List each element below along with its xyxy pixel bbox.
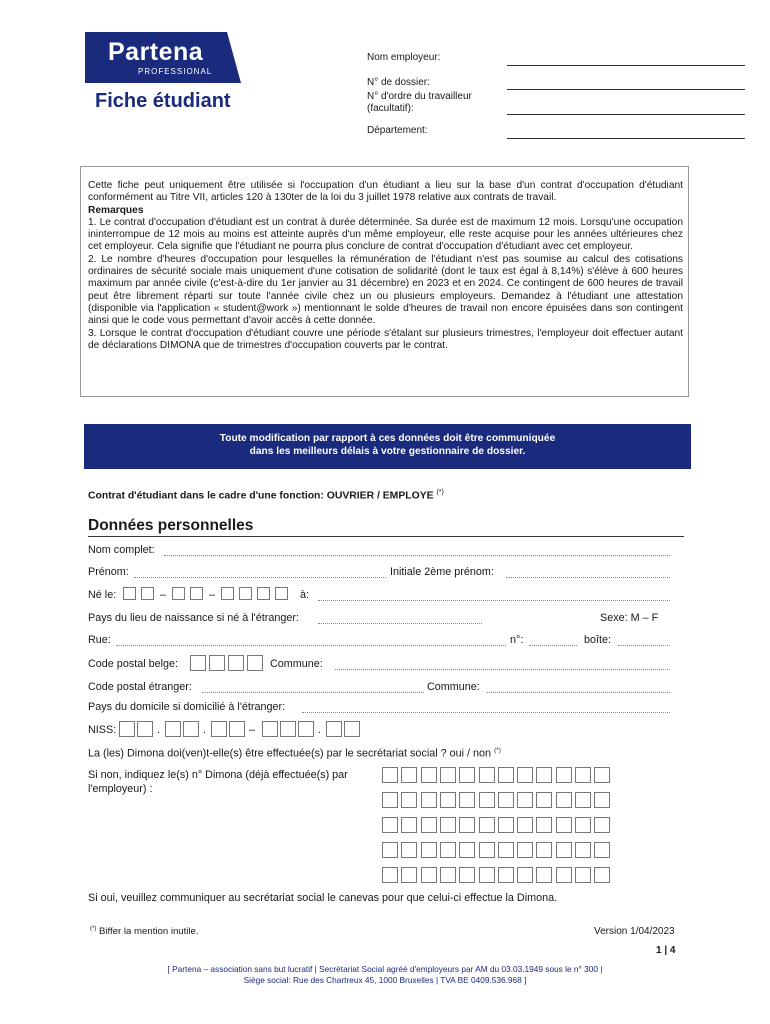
niss-box[interactable] bbox=[280, 721, 296, 737]
remark-2: 2. Le nombre d'heures d'occupation pour lesquelles la rémunération de l'étudiant n'est pas soumise au calcul des cotisations ordinaires de sécurité sociale mais uniquement d'une cotisation de solidarité (dont le taux est égal à 8,14%) s'élève à 600 heures maximum par année civile (c'est-à-dire du 1er janvier au 31 décembre) en 2023 et en 2024. Ce contingent de 600 heures de travail peut être librement réparti sur toute l'année civile chez un ou plusieurs employeurs. Demandez à l'étudiant une attestation (disponible via l'application « student@work ») mentionnant le solde d'heures de travail non encore épuisées dans son contingent ainsi que le code vous permettant d'avoir accès à cette donnée. bbox=[88, 253, 683, 327]
niss-dot: . bbox=[157, 724, 160, 736]
street-field[interactable] bbox=[116, 645, 506, 646]
logo-name: Partena bbox=[108, 38, 204, 66]
dimona-number-box[interactable] bbox=[556, 817, 572, 833]
niss-box[interactable] bbox=[298, 721, 314, 737]
niss-box[interactable] bbox=[119, 721, 135, 737]
postcode-foreign-field[interactable] bbox=[202, 692, 424, 693]
dimona-number-box[interactable] bbox=[594, 792, 610, 808]
niss-box[interactable] bbox=[344, 721, 360, 737]
initial-label: Initiale 2ème prénom: bbox=[390, 566, 494, 578]
birth-month-box[interactable] bbox=[190, 587, 203, 600]
postcode-be-box[interactable] bbox=[190, 655, 206, 671]
partena-logo bbox=[85, 32, 241, 83]
first-name-field[interactable] bbox=[134, 577, 386, 578]
footnote-mark: (*) bbox=[90, 926, 97, 932]
dimona-number-box[interactable] bbox=[479, 767, 495, 783]
page-number: 1 | 4 bbox=[656, 945, 676, 956]
notice-banner bbox=[84, 424, 691, 469]
dimona-number-box[interactable] bbox=[421, 867, 437, 883]
dimona-number-box[interactable] bbox=[517, 792, 533, 808]
birth-day-box[interactable] bbox=[141, 587, 154, 600]
footer-line-2: Siège social: Rue des Chartreux 45, 1000 Bruxelles | TVA BE 0409.536.968 ] bbox=[243, 974, 527, 985]
contract-text: Contrat d'étudiant dans le cadre d'une fonction: OUVRIER / EMPLOYE bbox=[88, 490, 434, 502]
residence-country-field[interactable] bbox=[302, 712, 670, 713]
dimona-number-box[interactable] bbox=[498, 867, 514, 883]
page-title: Fiche étudiant bbox=[95, 90, 231, 112]
dimona-number-box[interactable] bbox=[401, 817, 417, 833]
postcode-be-box[interactable] bbox=[228, 655, 244, 671]
dimona-yes-text: Si oui, veuillez communiquer au secrétariat social le canevas pour que celui-ci effectue la Dimona. bbox=[88, 892, 558, 904]
dimona-number-box[interactable] bbox=[536, 767, 552, 783]
niss-dot: . bbox=[318, 724, 321, 736]
birth-date-label: Né le: bbox=[88, 589, 117, 601]
employer-field[interactable] bbox=[507, 65, 745, 66]
info-text bbox=[88, 180, 683, 352]
footer-line-1: [ Partena – association sans but lucratif | Secrétariat Social agréé d'employeurs par AM du 03.03.1949 sous le n° 300 | bbox=[167, 964, 603, 974]
house-number-label: n°: bbox=[510, 634, 524, 646]
birth-place-label: à: bbox=[300, 589, 310, 601]
footnote bbox=[90, 926, 199, 937]
dimona-number-box[interactable] bbox=[382, 817, 398, 833]
dimona-number-box[interactable] bbox=[382, 792, 398, 808]
postcode-foreign-label: Code postal étranger: bbox=[88, 681, 192, 693]
date-dash: – bbox=[160, 589, 167, 601]
dimona-number-box[interactable] bbox=[382, 842, 398, 858]
dimona-number-box[interactable] bbox=[594, 767, 610, 783]
section-divider bbox=[88, 536, 684, 537]
dimona-number-box[interactable] bbox=[382, 767, 398, 783]
dimona-number-box[interactable] bbox=[479, 792, 495, 808]
dimona-number-box[interactable] bbox=[536, 842, 552, 858]
residence-country-label: Pays du domicile si domicilié à l'étranger: bbox=[88, 701, 286, 713]
dimona-number-box[interactable] bbox=[556, 792, 572, 808]
dimona-question-text: La (les) Dimona doi(ven)t-elle(s) être effectuée(s) par le secrétariat social ? oui / non bbox=[88, 747, 492, 760]
niss-box[interactable] bbox=[229, 721, 245, 737]
birth-year-box[interactable] bbox=[257, 587, 270, 600]
dimona-no-label-2: l'employeur) : bbox=[88, 783, 153, 795]
dimona-number-box[interactable] bbox=[594, 867, 610, 883]
birth-country-field[interactable] bbox=[318, 623, 482, 624]
initial-field[interactable] bbox=[506, 577, 670, 578]
banner-line-2: dans les meilleurs délais à votre gestionnaire de dossier. bbox=[249, 445, 526, 457]
dimona-number-box[interactable] bbox=[459, 817, 475, 833]
birth-day-box[interactable] bbox=[123, 587, 136, 600]
dimona-question-mark: (*) bbox=[494, 747, 501, 754]
dimona-number-box[interactable] bbox=[498, 792, 514, 808]
dimona-number-box[interactable] bbox=[498, 842, 514, 858]
niss-box[interactable] bbox=[165, 721, 181, 737]
commune-foreign-field[interactable] bbox=[487, 692, 670, 693]
dimona-number-box[interactable] bbox=[498, 817, 514, 833]
dimona-number-box[interactable] bbox=[459, 767, 475, 783]
footnote-text: Biffer la mention inutile. bbox=[99, 926, 199, 938]
file-number-label: N° de dossier: bbox=[367, 77, 430, 88]
banner-line-1: Toute modification par rapport à ces données doit être communiquée bbox=[219, 433, 556, 444]
info-box bbox=[80, 166, 689, 397]
street-label: Rue: bbox=[88, 634, 111, 646]
dimona-number-box[interactable] bbox=[536, 867, 552, 883]
contract-type bbox=[88, 489, 444, 501]
dimona-number-box[interactable] bbox=[556, 842, 572, 858]
dimona-number-box[interactable] bbox=[536, 792, 552, 808]
niss-dot: . bbox=[203, 724, 206, 736]
dimona-number-box[interactable] bbox=[401, 767, 417, 783]
niss-box[interactable] bbox=[137, 721, 153, 737]
version: Version 1/04/2023 bbox=[594, 926, 675, 937]
file-number-field[interactable] bbox=[507, 89, 745, 90]
postcode-be-box[interactable] bbox=[247, 655, 263, 671]
birth-year-box[interactable] bbox=[221, 587, 234, 600]
dimona-number-box[interactable] bbox=[401, 792, 417, 808]
dimona-number-box[interactable] bbox=[440, 792, 456, 808]
dimona-number-box[interactable] bbox=[556, 767, 572, 783]
commune-foreign-label: Commune: bbox=[427, 681, 480, 693]
dimona-number-box[interactable] bbox=[440, 867, 456, 883]
dimona-number-box[interactable] bbox=[575, 867, 591, 883]
worker-number-label-1: N° d'ordre du travailleur bbox=[367, 91, 472, 102]
contract-mark: (*) bbox=[436, 489, 444, 496]
worker-number-label-2: (facultatif): bbox=[367, 103, 414, 114]
niss-label: NISS: bbox=[88, 724, 117, 736]
full-name-field[interactable] bbox=[164, 555, 670, 556]
birth-month-box[interactable] bbox=[172, 587, 185, 600]
dimona-number-box[interactable] bbox=[421, 767, 437, 783]
sex-label[interactable]: Sexe: M – F bbox=[600, 612, 659, 624]
dimona-number-box[interactable] bbox=[594, 817, 610, 833]
dimona-number-box[interactable] bbox=[479, 842, 495, 858]
dimona-number-box[interactable] bbox=[382, 867, 398, 883]
dimona-number-box[interactable] bbox=[459, 842, 475, 858]
dimona-number-box[interactable] bbox=[421, 792, 437, 808]
remarks-title: Remarques bbox=[88, 204, 144, 216]
dimona-number-box[interactable] bbox=[556, 867, 572, 883]
dimona-number-box[interactable] bbox=[594, 842, 610, 858]
employer-label: Nom employeur: bbox=[367, 52, 441, 63]
dimona-number-box[interactable] bbox=[517, 817, 533, 833]
dimona-number-box[interactable] bbox=[440, 817, 456, 833]
full-name-label: Nom complet: bbox=[88, 544, 155, 556]
birth-place-field[interactable] bbox=[318, 600, 670, 601]
niss-box[interactable] bbox=[211, 721, 227, 737]
niss-box[interactable] bbox=[183, 721, 199, 737]
dimona-number-box[interactable] bbox=[517, 767, 533, 783]
dimona-number-box[interactable] bbox=[575, 842, 591, 858]
dimona-question bbox=[88, 747, 501, 760]
dimona-number-box[interactable] bbox=[575, 767, 591, 783]
department-label: Département: bbox=[367, 125, 428, 136]
dimona-number-box[interactable] bbox=[421, 817, 437, 833]
first-name-label: Prénom: bbox=[88, 566, 129, 578]
dimona-number-box[interactable] bbox=[536, 817, 552, 833]
dimona-number-box[interactable] bbox=[575, 817, 591, 833]
remark-1: 1. Le contrat d'occupation d'étudiant est un contrat à durée déterminée. Sa durée est de maximum 12 mois. Lorsqu'une occupation ininterrompue de 12 mois au moins est atteinte auprès d'un même employeur, elle reste acquise pour les années ultérieures chez cet employeur. Cela signifie que l'étudiant ne pourra plus conclure de contrat d'occupation d'étudiant avec cet employeur. bbox=[88, 216, 683, 253]
dimona-number-box[interactable] bbox=[498, 767, 514, 783]
commune-label: Commune: bbox=[270, 658, 323, 670]
section-title: Données personnelles bbox=[88, 517, 254, 534]
niss-box[interactable] bbox=[326, 721, 342, 737]
birth-year-box[interactable] bbox=[275, 587, 288, 600]
dimona-number-box[interactable] bbox=[440, 842, 456, 858]
dimona-number-box[interactable] bbox=[517, 842, 533, 858]
dimona-number-box[interactable] bbox=[440, 767, 456, 783]
dimona-number-box[interactable] bbox=[401, 867, 417, 883]
box-field[interactable] bbox=[618, 645, 670, 646]
dimona-number-box[interactable] bbox=[517, 867, 533, 883]
info-intro: Cette fiche peut uniquement être utilisée si l'occupation d'un étudiant a lieu sur la base d'un contrat d'occupation d'étudiant conformément au Titre VII, articles 120 à 130ter de la loi du 3 juillet 1978 relative aux contrats de travail. bbox=[88, 180, 683, 204]
dimona-number-box[interactable] bbox=[575, 792, 591, 808]
niss-box[interactable] bbox=[262, 721, 278, 737]
department-field[interactable] bbox=[507, 138, 745, 139]
postcode-be-label: Code postal belge: bbox=[88, 658, 179, 670]
logo-sub: PROFESSIONAL bbox=[138, 67, 213, 76]
dimona-number-box[interactable] bbox=[479, 817, 495, 833]
niss-dash: – bbox=[249, 724, 256, 736]
dimona-number-box[interactable] bbox=[421, 842, 437, 858]
dimona-no-label-1: Si non, indiquez le(s) n° Dimona (déjà effectuée(s) par bbox=[88, 769, 348, 781]
dimona-number-box[interactable] bbox=[459, 792, 475, 808]
commune-field[interactable] bbox=[335, 669, 670, 670]
dimona-number-box[interactable] bbox=[459, 867, 475, 883]
date-dash: – bbox=[209, 589, 216, 601]
house-number-field[interactable] bbox=[529, 645, 577, 646]
birth-year-box[interactable] bbox=[239, 587, 252, 600]
worker-number-field[interactable] bbox=[507, 114, 745, 115]
page-footer bbox=[120, 964, 650, 985]
postcode-be-box[interactable] bbox=[209, 655, 225, 671]
remark-3: 3. Lorsque le contrat d'occupation d'étudiant couvre une période s'étalant sur plusieurs trimestres, l'employeur doit effectuer autant de déclarations DIMONA que de trimestres d'occupation couverts par le contrat. bbox=[88, 327, 683, 351]
birth-country-label: Pays du lieu de naissance si né à l'étranger: bbox=[88, 612, 299, 624]
box-label: boîte: bbox=[584, 634, 612, 646]
dimona-number-box[interactable] bbox=[479, 867, 495, 883]
dimona-number-box[interactable] bbox=[401, 842, 417, 858]
